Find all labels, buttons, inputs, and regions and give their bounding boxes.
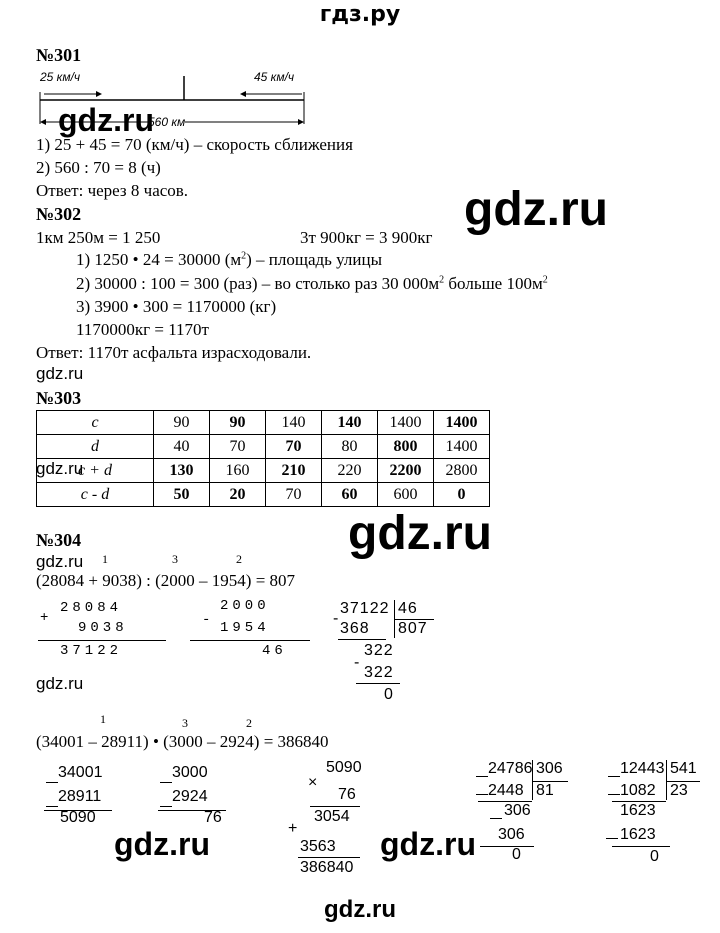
table-cell: 160 [210, 459, 266, 483]
table-cell: 600 [378, 483, 434, 507]
sub-sign: - [202, 612, 215, 628]
sub-result: 76 [204, 809, 222, 826]
table-cell: 70 [210, 435, 266, 459]
quotient: 23 [670, 782, 688, 799]
table-cell: 20 [210, 483, 266, 507]
step-subtrahend: 368 [340, 620, 370, 637]
table-cell: 80 [322, 435, 378, 459]
row-label: c + d [37, 459, 154, 483]
dividend: 37122 [340, 600, 390, 617]
final-remainder: 0 [650, 848, 659, 865]
p302-conversion-length: 1км 250м = 1 250 [36, 228, 161, 247]
site-title[interactable]: гдз.ру [319, 2, 401, 27]
table-cell: 1400 [434, 435, 490, 459]
distance-label: 560 км [148, 115, 186, 129]
partial-product-2: 3563 [300, 838, 336, 855]
step-remainder: 306 [504, 802, 531, 819]
table-cell: 1400 [378, 411, 434, 435]
p302-line-1: 1) 1250 • 24 = 30000 $(м^2)$ – площадь улицы [76, 250, 383, 269]
order-mark: 1 [100, 712, 106, 726]
table-row [37, 435, 490, 459]
watermark: gdz.ru [380, 826, 476, 862]
p302-line-3: 3) 3900 • 300 = 1170000 (кг) [76, 297, 277, 316]
table-cell: 1400 [434, 411, 490, 435]
step-subtrahend: 1082 [620, 782, 656, 799]
table-row [37, 483, 490, 507]
divisor: 46 [398, 600, 418, 617]
final-remainder: 0 [384, 686, 393, 703]
table-cell: 140 [266, 411, 322, 435]
watermark-footer: gdz.ru [324, 896, 396, 923]
add-operand-a: 28084 [60, 600, 123, 616]
order-mark: 3 [172, 552, 178, 566]
divisor: 541 [670, 760, 697, 777]
watermark-small: gdz.ru [36, 459, 84, 478]
step-remainder: 322 [364, 642, 394, 659]
step-subtrahend: 1623 [620, 826, 656, 843]
mul-operand-b: 76 [338, 786, 356, 803]
sub-operand-a: 2000 [220, 598, 270, 614]
table-cell: 70 [266, 483, 322, 507]
mul-operand-a: 5090 [326, 759, 362, 776]
values-table [36, 410, 490, 507]
row-label: d [37, 435, 154, 459]
expression-2: (34001 – 28911) • (3000 – 2924) = 386840 [36, 732, 329, 751]
add-sign: + [40, 610, 53, 626]
mul-sign: × [308, 774, 318, 791]
watermark-small: gdz.ru [36, 674, 84, 693]
divisor: 306 [536, 760, 563, 777]
table-row [37, 459, 490, 483]
sub-operand-b: 1954 [220, 620, 270, 636]
table-cell: 40 [154, 435, 210, 459]
table-cell: 50 [154, 483, 210, 507]
p302-conversion-mass: 3т 900кг = 3 900кг [300, 228, 433, 247]
sub-operand-b: 28911 [58, 788, 102, 805]
problem-302-number: №302 [36, 204, 82, 224]
sub-operand-b: 2924 [172, 788, 208, 805]
order-mark: 2 [246, 716, 252, 730]
dividend: 12443 [620, 760, 665, 777]
add-sign: + [288, 820, 298, 837]
table-cell: 800 [378, 435, 434, 459]
table-cell: 220 [322, 459, 378, 483]
problem-304-number: №304 [36, 530, 82, 550]
watermark-large: gdz.ru [464, 183, 608, 236]
sub-operand-a: 3000 [172, 764, 208, 781]
row-label: c [37, 411, 154, 435]
table-cell: 90 [154, 411, 210, 435]
step-subtrahend: 2448 [488, 782, 524, 799]
quotient: 81 [536, 782, 554, 799]
table-row [37, 411, 490, 435]
watermark-small: gdz.ru [36, 552, 84, 571]
table-cell: 70 [266, 435, 322, 459]
watermark-large: gdz.ru [348, 507, 492, 560]
p301-line-2: 2) 560 : 70 = 8 (ч) [36, 158, 161, 177]
watermark: gdz.ru [58, 102, 154, 138]
p302-answer: Ответ: 1170т асфальта израсходовали. [36, 343, 312, 362]
order-mark: 3 [182, 716, 188, 730]
speed-right-label: 45 км/ч [254, 70, 295, 84]
table-cell: 2200 [378, 459, 434, 483]
table-cell: 130 [154, 459, 210, 483]
problem-303-number: №303 [36, 388, 82, 408]
product: 386840 [300, 859, 354, 876]
sub-result: 5090 [60, 809, 96, 826]
speed-left-label: 25 км/ч [40, 70, 81, 84]
order-mark: 1 [102, 552, 108, 566]
p302-line-4: 1170000кг = 1170т [76, 320, 209, 339]
order-mark: 2 [236, 552, 242, 566]
sub-operand-a: 34001 [58, 764, 103, 781]
step-remainder: 1623 [620, 802, 656, 819]
table-cell: 60 [322, 483, 378, 507]
final-remainder: 0 [512, 846, 521, 863]
expression-1: (28084 + 9038) : (2000 – 1954) = 807 [36, 571, 296, 590]
add-operand-b: 9038 [78, 620, 128, 636]
partial-product-1: 3054 [314, 808, 350, 825]
quotient: 807 [398, 620, 428, 637]
p302-line-2: 2) 30000 : 100 = 300 (раз) – во столько раз 30 $000м^2$ больше $100м^2$ [76, 274, 548, 293]
watermark: gdz.ru [114, 826, 210, 862]
table-cell: 90 [210, 411, 266, 435]
sub-result: 46 [262, 643, 287, 659]
table-cell: 210 [266, 459, 322, 483]
add-result: 37122 [60, 643, 123, 659]
step-subtrahend: 322 [364, 664, 394, 681]
step-subtrahend: 306 [498, 826, 525, 843]
table-cell: 140 [322, 411, 378, 435]
row-label: c - d [37, 483, 154, 507]
p301-answer: Ответ: через 8 часов. [36, 181, 189, 200]
watermark-small: gdz.ru [36, 364, 84, 383]
table-cell: 0 [434, 483, 490, 507]
dividend: 24786 [488, 760, 533, 777]
problem-301-number: №301 [36, 45, 82, 65]
p301-line-1: 1) 25 + 45 = 70 (км/ч) – скорость сближения [36, 135, 353, 154]
table-cell: 2800 [434, 459, 490, 483]
